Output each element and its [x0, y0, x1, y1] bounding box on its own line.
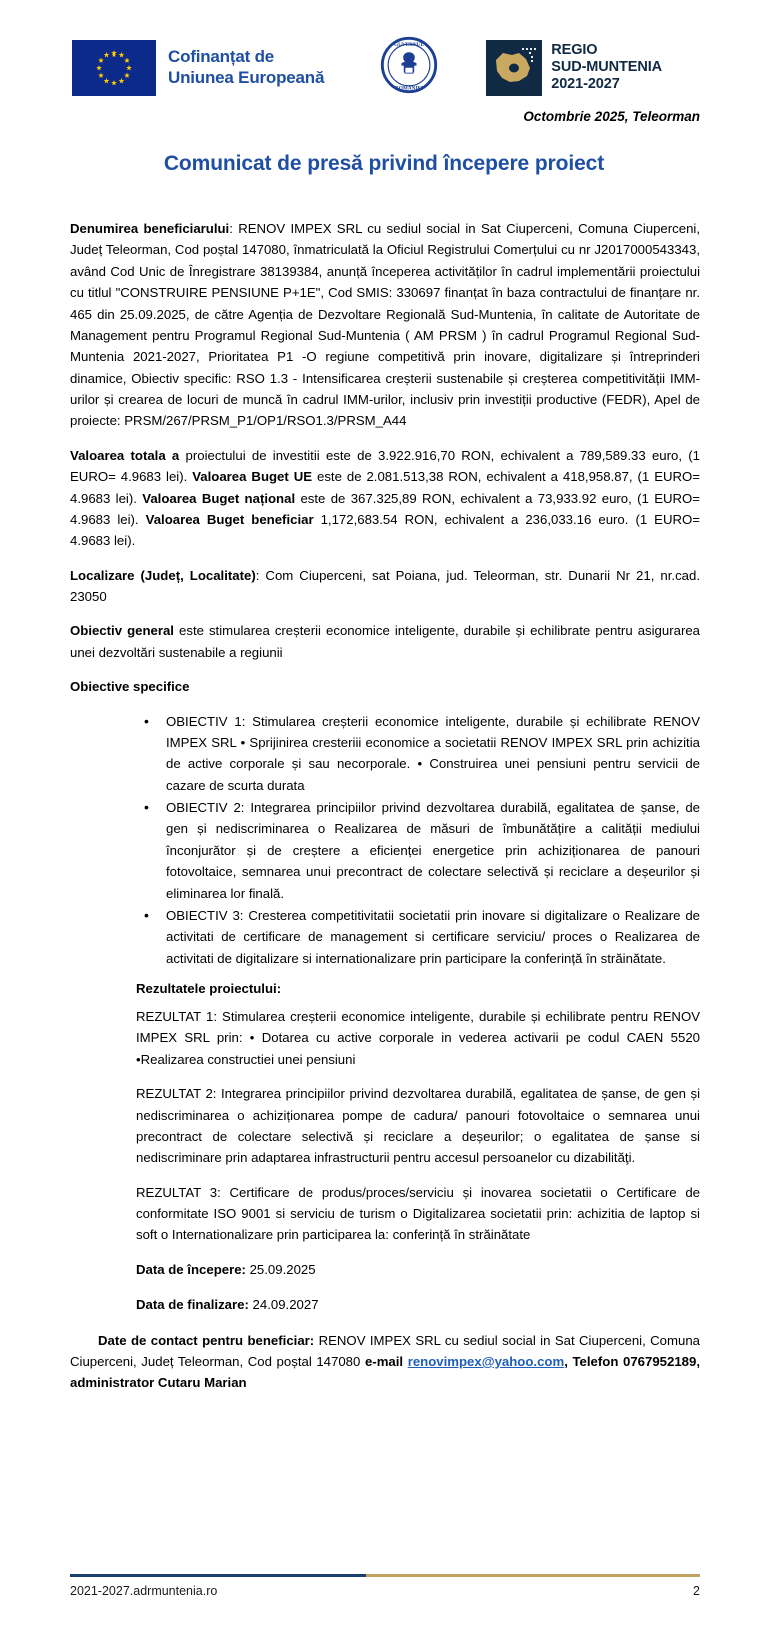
eu-flag-icon [72, 40, 156, 96]
contact-label: Date de contact pentru beneficiar: [98, 1332, 315, 1348]
contact-text: RENOV IMPEX SRL cu sediul social in Sat Ciuperceni, Comuna Ciuperceni, Județ Teleorman, Cod poștal 147080 [70, 1332, 700, 1369]
eu-logo-line2: Uniunea Europeană [168, 67, 325, 87]
specific-objectives-heading [70, 676, 700, 697]
regio-region-map-icon [486, 40, 542, 96]
value-total-label: Valoarea totala a [70, 447, 180, 463]
start-date-label: Data de începere: [136, 1261, 246, 1277]
contact-tail: , Telefon 0767952189, administrator Cutaru Marian [70, 1353, 700, 1391]
result-item-2: REZULTAT 2: Integrarea principiilor privind dezvoltarea durabilă, egalitatea de șanse, de gen și nediscriminarea o achiziționarea pompe de cadura/ panouri fotovoltaice o semnarea unui precontract de colectare selectivă și reciclare a deșeurilor; o egalitatea de șanse si nediscriminare prin adaptarea infrastructurii pentru accesul persoanelor cu dizabilităţi. [136, 1086, 700, 1166]
list-item: • OBIECTIV 1: Stimularea creșterii economice inteligente, durabile și echilibrate RENOV IMPEX SRL • Sprijinirea cresteriii economice a societatii RENOV IMPEX SRL prin achizitia de active corporale și sau necorporale. • Construirea unei pensiuni pentru servicii de cazare de scurta durata [166, 711, 700, 797]
eu-cofinancing-logo [72, 40, 324, 96]
start-date-value: 25.09.2025 [245, 1261, 316, 1277]
regio-logo-line1: REGIO [551, 41, 598, 58]
page-footer [0, 1574, 768, 1598]
general-objective-text: este stimularea creșterii economice inteligente, durabile și echilibrate pentru asigurarea unei dezvoltări sustenabile a regiunii [70, 623, 701, 660]
gov-seal-bottom-text: ROMÂNIEI [395, 85, 424, 92]
results-heading: Rezultatele proiectului: [136, 981, 282, 996]
result-item-3: REZULTAT 3: Certificare de produs/proces/serviciu și inovarea societatii o Certificare de conformitate ISO 9001 si serviciu de turism o Digitalizarea societatii prin: achizitia de laptop si soft o Internationalizare prin participarea la: conferință în străinătate [136, 1184, 700, 1243]
regio-logo-text [551, 42, 662, 94]
paragraph-general-objective [70, 620, 700, 663]
list-item: • OBIECTIV 3: Cresterea competitivitatii societatii prin inovare si digitalizare o Realizare de activitati de certificare de management si certificare serviciu/ proces o Realizarea de activitati de digitalizare si internationalizare prin participare la conferință în străinătate. [166, 905, 700, 969]
document-body [0, 218, 768, 1394]
value-eu-text: este de 2.081.513,38 RON, echivalent a 418,958.87, (1 EURO= 4.9683 lei). [70, 469, 700, 506]
location-text: : Com Ciuperceni, sat Poiana, jud. Teleorman, str. Dunarii Nr 21, nr.cad. 23050 [70, 567, 700, 604]
list-item: • OBIECTIV 2: Integrarea principiilor privind dezvoltarea durabilă, egalitatea de șanse, de gen și nediscriminarea o Realizarea de măsuri de îmbunătățire a calității mediului înconjurător și de creștere a eficienței energetice prin achiziționarea de panouri fotovoltaice, semnarea unui precontract de colectare selectivă și reciclare a deșeurilor și eliminarea lor finală. [166, 797, 700, 904]
value-total-text: proiectului de investitii este de 3.922.916,70 RON, echivalent a 789,589.33 euro, (1 EURO= 4.9683 lei). [70, 447, 700, 485]
footer-page-number: 2 [693, 1584, 700, 1598]
logo-header-bar [0, 0, 768, 99]
footer-row [70, 1577, 700, 1598]
paragraph-beneficiary [70, 218, 700, 432]
value-beneficiary-label: Valoarea Buget beneficiar [145, 511, 314, 527]
value-eu-label: Valoarea Buget UE [192, 469, 313, 485]
beneficiary-text: : RENOV IMPEX SRL cu sediul social in Sat Ciuperceni, Comuna Ciuperceni, Județ Teleorman, Cod poștal 147080, înmatriculată la Oficiul Registrului Comerțului cu nr J2017000543343, având Cod Unic de Înregistrare 38139384, anunță începerea activităților în cadrul implementării proiectului cu titlul "CONSTRUIRE PENSIUNE P+1E", Cod SMIS: 330697 finanțat în baza contractului de finanțare nr. 465 din 25.09.2025, de către Agenția de Dezvoltare Regională Sud-Muntenia, în calitate de Autoritate de Management pentru Programul Regional Sud-Muntenia ( AM PRSM ) în cadrul Programul Regional Sud-Muntenia 2021-2027, Prioritatea P1 -O regiune competitivă prin inovare, digitalizare și întreprinderi dinamice, Obiectiv specific: RSO 1.3 - Intensificarea creșterii sustenabile și creșterea competitivității IMM-urilor și crearea de locuri de muncă în cadrul IMM-urilor, inclusiv prin investiții productive (FEDR), Apel de proiecte: PRSM/267/PRSM_P1/OP1/RSO1.3/PRSM_A44 [70, 221, 701, 429]
specific-objectives-heading-text: Obiective specifice [70, 679, 190, 695]
paragraph-location [70, 565, 700, 608]
government-seal-icon [380, 36, 438, 94]
contact-paragraph [70, 1330, 700, 1394]
footer-website[interactable]: 2021-2027.adrmuntenia.ro [70, 1584, 218, 1598]
romanian-government-logo [380, 36, 438, 99]
regio-sud-muntenia-logo [486, 40, 662, 96]
end-date-label: Data de finalizare: [136, 1297, 249, 1313]
general-objective-label: Obiectiv general [70, 623, 174, 639]
beneficiary-label: Denumirea beneficiarului [70, 221, 230, 236]
result-item-1: REZULTAT 1: Stimularea creșterii economice inteligente, durabile și echilibrate pentru RENOV IMPEX SRL prin: • Dotarea cu active corporale in vederea activarii pe codul CAEN 5520 •Realizarea constructiei unei pensiuni [136, 1009, 700, 1067]
page-title: Comunicat de presă privind începere proiect [163, 152, 605, 175]
gov-seal-top-text: GUVERNUL [394, 41, 425, 48]
regio-logo-line2: SUD-MUNTENIA [551, 58, 663, 75]
objectives-list [70, 711, 700, 970]
document-dateline: Octombrie 2025, Teleorman [523, 109, 700, 124]
paragraph-values [70, 445, 700, 552]
location-label: Localizare (Județ, Localitate) [70, 567, 256, 583]
regio-map-icon [486, 40, 542, 96]
value-national-text: este de 367.325,89 RON, echivalent a 73,933.92 euro, (1 EURO= 4.9683 lei). [70, 490, 700, 527]
footer-divider-blue-segment [70, 1574, 366, 1577]
regio-logo-line3: 2021-2027 [551, 76, 620, 93]
end-date-value: 24.09.2027 [248, 1297, 319, 1313]
eu-logo-text [168, 47, 324, 87]
eu-stars-circle-icon [72, 40, 156, 96]
value-national-label: Valoarea Buget național [142, 490, 296, 506]
end-date-row [136, 1294, 700, 1315]
contact-email-link[interactable]: renovimpex@yahoo.com [407, 1353, 565, 1369]
footer-divider-gold-segment [366, 1574, 700, 1577]
footer-divider [70, 1574, 700, 1577]
start-date-row [136, 1259, 700, 1280]
contact-email-label: e-mail [364, 1353, 404, 1369]
value-beneficiary-text: 1,172,683.54 RON, echivalent a 236,033.16 euro. (1 EURO= 4.9683 lei). [70, 511, 700, 549]
eu-logo-line1: Cofinanțat de [168, 47, 275, 67]
